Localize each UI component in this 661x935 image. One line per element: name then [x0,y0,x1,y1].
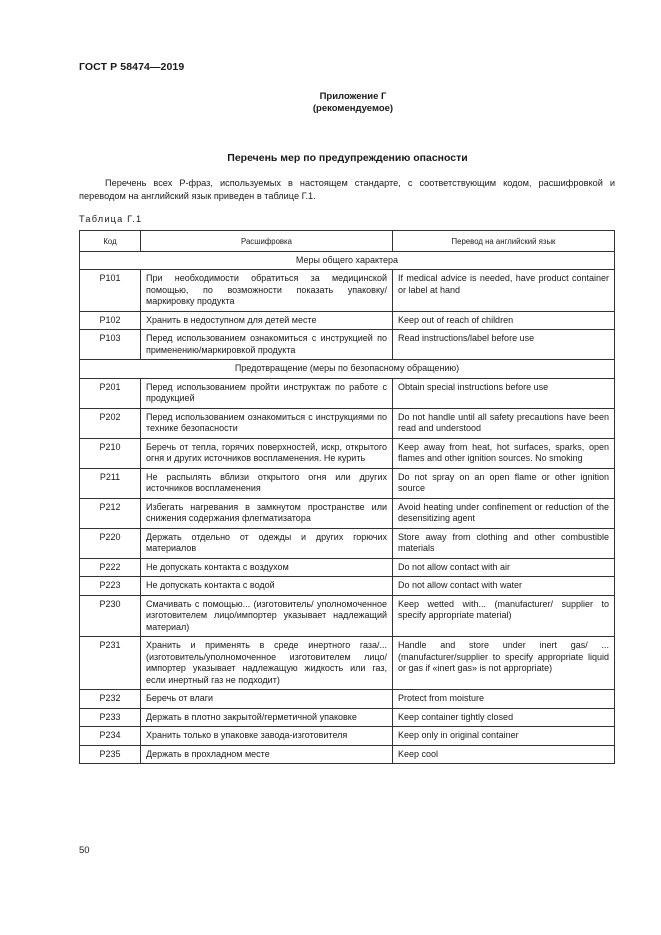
column-header-ru: Расшифровка [141,231,393,252]
description-en-cell: Read instructions/label before use [393,330,615,360]
description-ru-cell: Хранить в недоступном для детей месте [141,311,393,330]
description-en-cell: Keep only in original container [393,727,615,746]
standard-number: ГОСТ Р 58474—2019 [79,61,185,73]
table-row [80,408,615,438]
column-header-en: Перевод на английский язык [393,231,615,252]
appendix-label [0,91,661,115]
section-title: Предотвращение (меры по безопасному обращению) [80,360,615,379]
table-row [80,378,615,408]
description-en-cell: Keep container tightly closed [393,708,615,727]
code-cell: P234 [80,727,141,746]
code-cell: P235 [80,745,141,764]
description-ru-cell: Избегать нагревания в замкнутом пространстве или снижения содержания флегматизатора [141,498,393,528]
code-cell: P232 [80,690,141,709]
intro-paragraph: Перечень всех Р-фраз, используемых в настоящем стандарте, с соответствующим кодом, расшифровкой и переводом на английский язык приведен в таблице Г.1. [79,178,615,201]
table-row [80,528,615,558]
page-heading [0,152,661,164]
code-cell: P201 [80,378,141,408]
table-row [80,468,615,498]
description-ru-cell: Хранить и применять в среде инертного газа/... (изготовитель/уполномоченное изготовителем лицо/импортер указывает надлежащую жидкость или газ, если инертный газ не подходит) [141,637,393,690]
section-title: Меры общего характера [80,251,615,270]
appendix-subtitle: (рекомендуемое) [312,103,394,114]
description-en-cell: Keep cool [393,745,615,764]
p-phrases-table [79,230,615,764]
table-row [80,330,615,360]
table-row [80,577,615,596]
description-ru-cell: При необходимости обратиться за медицинской помощью, по возможности показать упаковку/маркировку продукта [141,270,393,312]
code-cell: P103 [80,330,141,360]
description-en-cell: Keep out of reach of children [393,311,615,330]
description-en-cell: Obtain special instructions before use [393,378,615,408]
description-en-cell: Store away from clothing and other combustible materials [393,528,615,558]
description-ru-cell: Беречь от тепла, горячих поверхностей, искр, открытого огня и других источников воспламенения. Не курить [141,438,393,468]
code-cell: P212 [80,498,141,528]
table-row [80,558,615,577]
column-header-code: Код [80,231,141,252]
code-cell: P233 [80,708,141,727]
code-cell: P220 [80,528,141,558]
code-cell: P202 [80,408,141,438]
code-cell: P222 [80,558,141,577]
table-row [80,438,615,468]
description-en-cell: Do not handle until all safety precautions have been read and understood [393,408,615,438]
table-row [80,745,615,764]
table-section-row [80,360,615,379]
description-ru-cell: Перед использованием ознакомиться с инструкциями по технике безопасности [141,408,393,438]
table-row [80,690,615,709]
description-ru-cell: Держать в плотно закрытой/герметичной упаковке [141,708,393,727]
code-cell: P223 [80,577,141,596]
table-row [80,708,615,727]
description-ru-cell: Перед использованием пройти инструктаж по работе с продукцией [141,378,393,408]
description-ru-cell: Держать отдельно от одежды и других горючих материалов [141,528,393,558]
table-row [80,727,615,746]
code-cell: P230 [80,595,141,637]
description-ru-cell: Перед использованием ознакомиться с инструкцией по применению/маркировкой продукта [141,330,393,360]
description-en-cell: Avoid heating under confinement or reduction of the desensitizing agent [393,498,615,528]
table-header-row [80,231,615,252]
description-ru-cell: Держать в прохладном месте [141,745,393,764]
description-ru-cell: Не распылять вблизи открытого огня или других источников воспламенения [141,468,393,498]
description-en-cell: Protect from moisture [393,690,615,709]
description-en-cell: Keep away from heat, hot surfaces, sparks, open flames and other ignition sources. No smoking [393,438,615,468]
description-ru-cell: Беречь от влаги [141,690,393,709]
page-number: 50 [79,845,90,856]
code-cell: P231 [80,637,141,690]
code-cell: P211 [80,468,141,498]
description-ru-cell: Хранить только в упаковке завода-изготовителя [141,727,393,746]
code-cell: P101 [80,270,141,312]
description-en-cell: Do not allow contact with air [393,558,615,577]
table-caption: Таблица Г.1 [79,214,143,224]
table-row [80,311,615,330]
table-body [80,251,615,764]
heading-text: Перечень мер по предупреждению опасности [227,152,468,164]
description-en-cell: Keep wetted with... (manufacturer/ supplier to specify appropriate material) [393,595,615,637]
description-ru-cell: Не допускать контакта с водой [141,577,393,596]
description-ru-cell: Смачивать с помощью... (изготовитель/ уполномоченное изготовителем лицо/импортер указывает надлежащий материал) [141,595,393,637]
table-row [80,595,615,637]
description-en-cell: Do not allow contact with water [393,577,615,596]
table-row [80,637,615,690]
description-en-cell: If medical advice is needed, have product container or label at hand [393,270,615,312]
table-row [80,270,615,312]
description-ru-cell: Не допускать контакта с воздухом [141,558,393,577]
table-section-row [80,251,615,270]
code-cell: P102 [80,311,141,330]
code-cell: P210 [80,438,141,468]
description-en-cell: Handle and store under inert gas/ ... (manufacturer/supplier to specify appropriate liquid or gas if «inert gas» is not appropriate) [393,637,615,690]
table-row [80,498,615,528]
appendix-title: Приложение Г [319,91,387,102]
description-en-cell: Do not spray on an open flame or other ignition source [393,468,615,498]
